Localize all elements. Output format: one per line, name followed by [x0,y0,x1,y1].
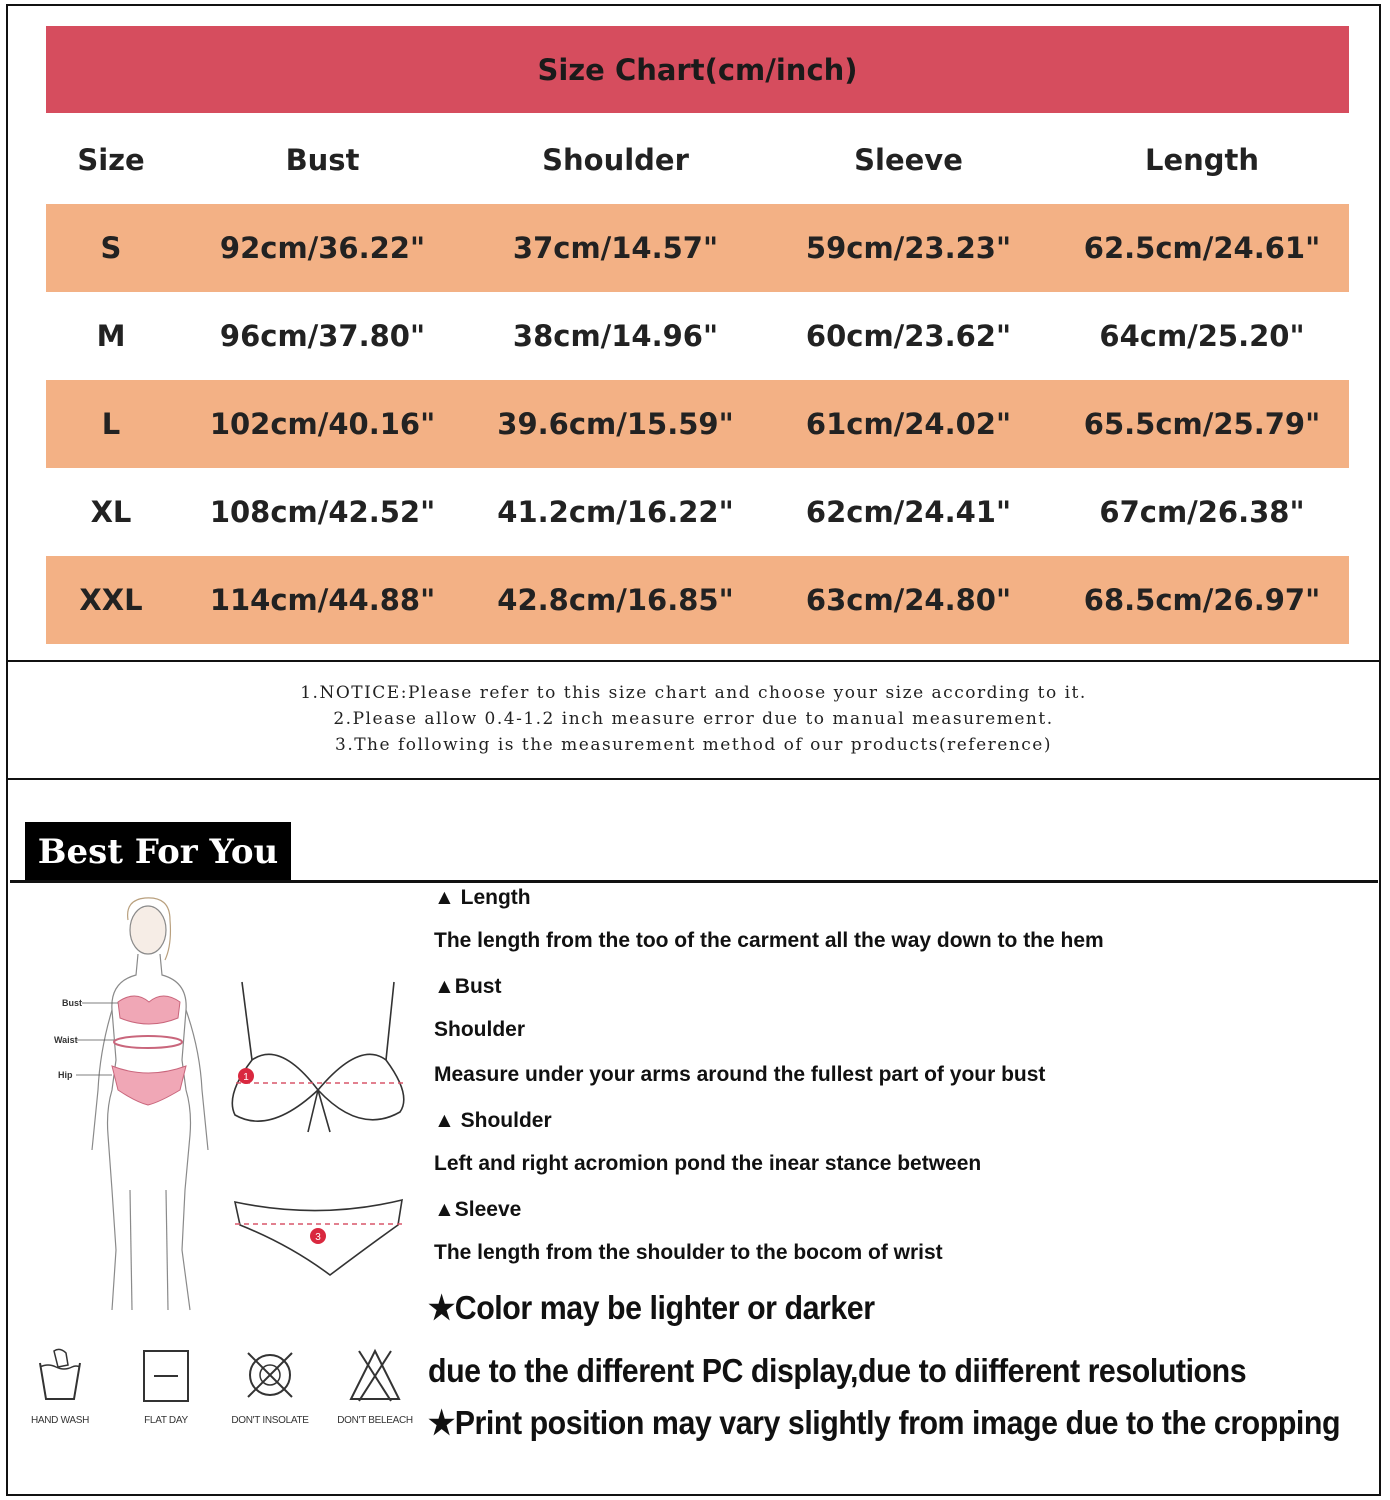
display-note: due to the different PC display,due to diifferent resolutions [428,1352,1247,1389]
size-cell: XXL [46,556,176,644]
shoulder-cell: 42.8cm/16.85" [469,556,762,644]
hand-wash-icon [30,1345,90,1405]
column-header-length: Length [1144,143,1260,177]
care-item [118,1345,214,1426]
care-label: DON'T INSOLATE [231,1415,309,1426]
column-header-bust: Bust [285,143,360,177]
bust-cell: 108cm/42.52" [209,495,436,529]
section-underline [10,880,1378,883]
column-header-size: Size [77,143,145,177]
sleeve-cell: 60cm/23.62" [805,319,1012,353]
sleeve-cell: 63cm/24.80" [762,556,1055,644]
length-cell: 67cm/26.38" [1099,495,1305,529]
table-row [46,468,1349,556]
dont-bleach-icon [345,1345,405,1405]
shoulder-heading: ▲ Shoulder [434,1109,552,1132]
bust-cell: 114cm/44.88" [176,556,469,644]
waist-label: Waist [54,1035,78,1045]
shoulder-text: Left and right acromion pond the inear stance between [434,1152,982,1175]
care-item [327,1345,423,1426]
length-cell: 68.5cm/26.97" [1055,556,1349,644]
care-label: FLAT DAY [144,1415,188,1426]
flat-dry-icon [136,1345,196,1405]
care-label: HAND WASH [30,1415,90,1426]
size-chart-table [46,116,1349,644]
care-item [222,1345,318,1426]
hip-label: Hip [58,1070,73,1080]
bust-cell: 92cm/36.22" [176,204,469,292]
bust-cell: 102cm/40.16" [176,380,469,468]
measurement-illustration [20,890,420,1330]
length-cell: 65.5cm/25.79" [1055,380,1349,468]
size-cell: S [46,204,176,292]
length-heading: ▲ Length [434,886,531,909]
shoulder-cell: 39.6cm/15.59" [469,380,762,468]
size-chart-title: Size Chart(cm/inch) [46,26,1349,113]
length-cell: 64cm/25.20" [1099,319,1305,353]
length-text: The length from the too of the carment all the way down to the hem [434,929,1104,952]
sleeve-heading: ▲Sleeve [434,1198,522,1221]
notice-line: 2.Please allow 0.4-1.2 inch measure error due to manual measurement. [333,709,1054,729]
sleeve-cell: 61cm/24.02" [762,380,1055,468]
table-header-row [46,116,1349,204]
bust-heading: ▲Bust [434,975,502,998]
print-note: ★Print position may vary slightly from image due to the cropping [428,1404,1341,1441]
table-row [46,204,1349,292]
hip-marker [112,1066,186,1105]
bust-label: Bust [62,998,82,1008]
column-header-sleeve: Sleeve [854,143,963,177]
sleeve-text: The length from the shoulder to the bocom of wrist [434,1241,943,1264]
column-header-shoulder: Shoulder [542,143,689,177]
table-row [46,380,1349,468]
divider [8,660,1379,662]
shoulder-cell: 41.2cm/16.22" [497,495,734,529]
bust-marker [118,996,180,1024]
sleeve-cell: 62cm/24.41" [805,495,1012,529]
length-cell: 62.5cm/24.61" [1055,204,1349,292]
waist-marker [114,1036,182,1048]
dont-insolate-icon [240,1345,300,1405]
notice-line: 1.NOTICE:Please refer to this size chart and choose your size according to it. [300,683,1087,703]
shoulder-cell: 37cm/14.57" [469,204,762,292]
size-cell: M [96,319,126,353]
care-label: DON'T BELEACH [337,1415,413,1426]
size-cell: XL [90,495,132,529]
marker-1-number: 1 [243,1072,249,1083]
bust-text: Measure under your arms around the fullest part of your bust [434,1063,1046,1086]
bra-top-drawing [232,982,403,1132]
sleeve-cell: 59cm/23.23" [762,204,1055,292]
care-item [12,1345,108,1426]
shoulder-cell: 38cm/14.96" [512,319,719,353]
bust-cell: 96cm/37.80" [219,319,426,353]
divider [8,778,1379,780]
marker-3-number: 3 [315,1232,321,1243]
table-row [46,292,1349,380]
notice-block [8,680,1379,758]
size-cell: L [46,380,176,468]
bust-sub: Shoulder [434,1018,526,1041]
notice-line: 3.The following is the measurement method of our products(reference) [335,735,1052,755]
best-for-you-title: Best For You [25,822,291,882]
color-note: ★Color may be lighter or darker [428,1289,875,1326]
table-row [46,556,1349,644]
